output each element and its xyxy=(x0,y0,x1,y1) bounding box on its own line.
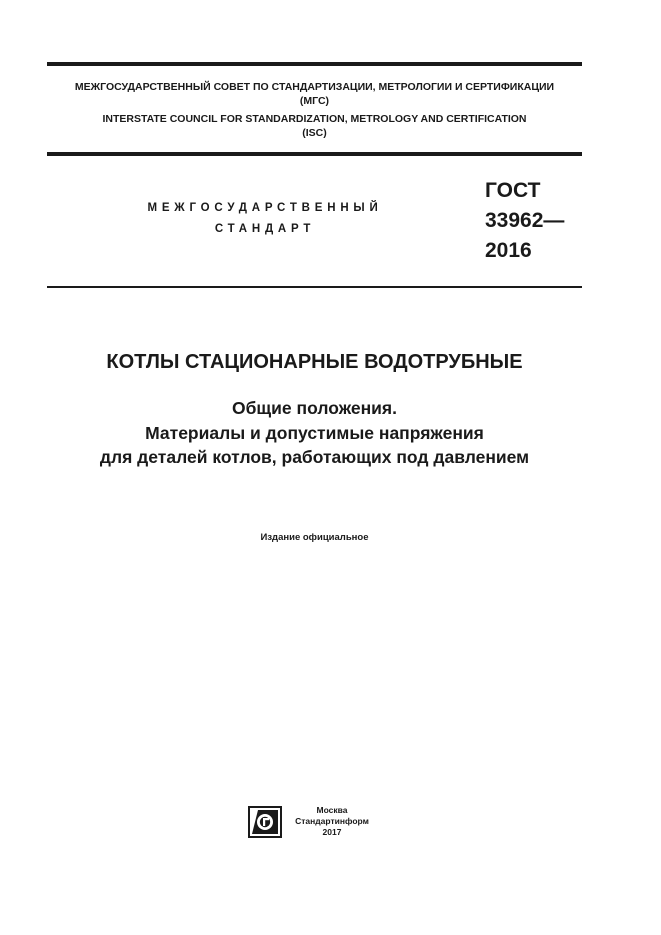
council-en-line1: INTERSTATE COUNCIL FOR STANDARDIZATION, METROLOGY AND CERTIFICATION xyxy=(102,113,527,125)
subtitle-line3: для деталей котлов, работающих под давлением xyxy=(99,447,530,467)
council-en xyxy=(47,112,582,140)
gost-number xyxy=(485,176,564,266)
subtitle-line1: Общие положения. xyxy=(231,398,398,418)
standard-label xyxy=(120,198,410,240)
council-ru-line2: (МГС) xyxy=(299,95,330,107)
publisher-city: Москва xyxy=(316,805,348,815)
gost-label: ГОСТ xyxy=(485,179,541,202)
publisher-year: 2017 xyxy=(322,827,342,837)
top-rule xyxy=(47,62,582,66)
standard-label-line1: МЕЖГОСУДАРСТВЕННЫЙ xyxy=(147,202,383,214)
publisher-name: Стандартинформ xyxy=(295,816,369,826)
title-top-rule xyxy=(47,286,582,288)
gost-code: 33962— xyxy=(485,209,565,232)
gost-year: 2016 xyxy=(485,239,532,262)
standard-label-line2: СТАНДАРТ xyxy=(214,223,316,235)
council-ru-line1: МЕЖГОСУДАРСТВЕННЫЙ СОВЕТ ПО СТАНДАРТИЗАЦИИ, МЕТРОЛОГИИ И СЕРТИФИКАЦИИ xyxy=(74,81,555,93)
council-ru xyxy=(47,80,582,108)
main-title: КОТЛЫ СТАЦИОНАРНЫЕ ВОДОТРУБНЫЕ xyxy=(106,351,523,373)
council-en-line2: (ISC) xyxy=(302,127,327,139)
edition-label: Издание официальное xyxy=(260,532,369,543)
subtitle-line2: Материалы и допустимые напряжения xyxy=(145,422,484,443)
publisher-info xyxy=(292,805,372,838)
subtitle xyxy=(47,396,582,470)
header-bottom-rule xyxy=(47,152,582,156)
gost-logo-icon xyxy=(248,806,282,838)
